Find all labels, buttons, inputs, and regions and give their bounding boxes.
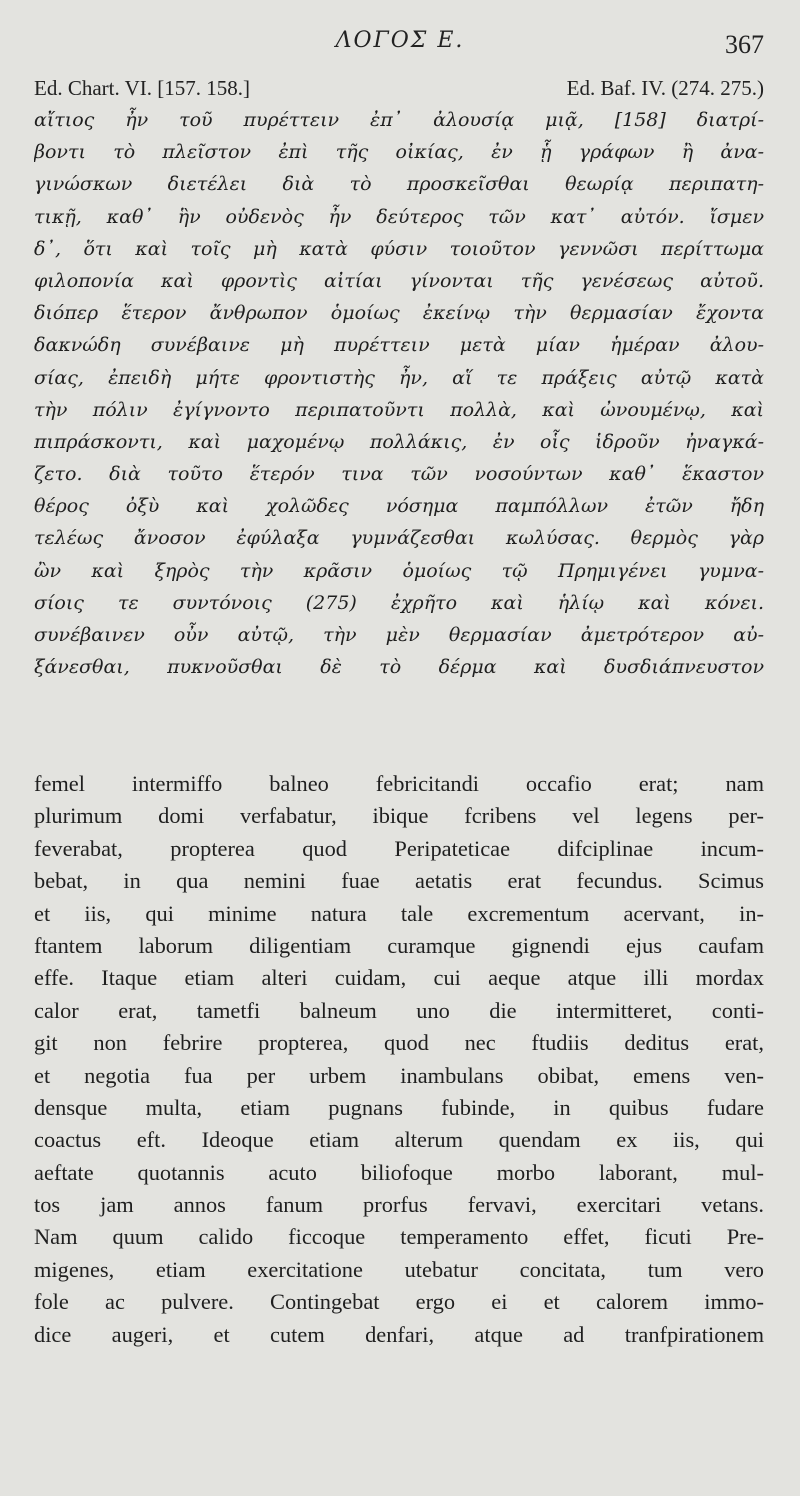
greek-text-line: τὴν πόλιν ἐγίγνοντο περιπατοῦντι πολλὰ, καὶ ὠνουμένῳ, καὶ — [34, 398, 764, 421]
running-title: ΛΟΓΟΣ Ε. — [335, 28, 465, 53]
greek-text-line: φιλοπονία καὶ φροντὶς αἰτίαι γίνονται τῆς γενέσεως αὐτοῦ. — [34, 269, 764, 292]
latin-text-line: et iis, qui minime natura tale excrementum acervant, in- — [34, 900, 764, 926]
latin-text-line: migenes, etiam exercitatione utebatur concitata, tum vero — [34, 1256, 764, 1282]
greek-text-line: σίοις τε συντόνοις (275) ἐχρῆτο καὶ ἡλίῳ καὶ κόνει. — [34, 591, 764, 614]
edition-reference-basel: Ed. Baf. IV. (274. 275.) — [566, 76, 764, 100]
greek-text-line: σίας, ἐπειδὴ μήτε φροντιστὴς ἦν, αἵ τε πράξεις αὐτῷ κατὰ — [34, 366, 764, 389]
latin-text-line: densque multa, etiam pugnans fubinde, in quibus fudare — [34, 1094, 764, 1120]
greek-text-line: ξάνεσθαι, πυκνοῦσθαι δὲ τὸ δέρμα καὶ δυσδιάπνευστον — [34, 656, 764, 679]
latin-text-line: ftantem laborum diligentiam curamque gignendi ejus caufam — [34, 932, 764, 958]
latin-text-line: coactus eft. Ideoque etiam alterum quendam ex iis, qui — [34, 1127, 764, 1153]
latin-text-line: plurimum domi verfabatur, ibique fcribens vel legens per- — [34, 803, 764, 829]
greek-text-line: δ᾽, ὅτι καὶ τοῖς μὴ κατὰ φύσιν τοιοῦτον γεννῶσι περίττωμα — [34, 237, 764, 260]
page-number: 367 — [725, 30, 764, 59]
edition-reference-chartier: Ed. Chart. VI. [157. 158.] — [34, 76, 250, 100]
latin-text-line: femel intermiffo balneo febricitandi occafio erat; nam — [34, 771, 764, 796]
latin-text-line: bebat, in qua nemini fuae aetatis erat fecundus. Scimus — [34, 868, 764, 894]
latin-text-line: git non febrire propterea, quod nec ftudiis deditus erat, — [34, 1030, 764, 1056]
greek-text-line: συνέβαινεν οὖν αὐτῷ, τὴν μὲν θερμασίαν ἀμετρότερον αὐ- — [34, 624, 764, 646]
latin-text-line: fole ac pulvere. Contingebat ergo ei et calorem immo- — [34, 1289, 764, 1315]
greek-text-line: βοντι τὸ πλεῖστον ἐπὶ τῆς οἰκίας, ἐν ᾗ γράφων ἢ ἀνα- — [34, 141, 764, 164]
latin-text-line: feverabat, propterea quod Peripateticae difciplinae incum- — [34, 835, 764, 861]
latin-text-line: dice augeri, et cutem denfari, atque ad tranfpirationem — [34, 1321, 764, 1347]
edition-references — [34, 76, 764, 102]
greek-text-line: δακνώδη συνέβαινε μὴ πυρέττειν μετὰ μίαν ἡμέραν ἀλου- — [34, 334, 764, 357]
greek-text-line: γινώσκων διετέλει διὰ τὸ προσκεῖσθαι θεωρίᾳ περιπατη- — [34, 173, 764, 196]
latin-text-line: aeftate quotannis acuto biliofoque morbo laborant, mul- — [34, 1159, 764, 1185]
greek-text-line: ζετο. διὰ τοῦτο ἕτερόν τινα τῶν νοσούντων καθ᾽ ἕκαστον — [34, 463, 764, 486]
greek-text-line: θέρος ὀξὺ καὶ χολῶδες νόσημα παμπόλλων ἐτῶν ἤδη — [34, 495, 764, 518]
greek-text-line: τελέως ἄνοσον ἐφύλαξα γυμνάζεσθαι κωλύσας. θερμὸς γὰρ — [34, 527, 764, 550]
latin-text-line: Nam quum calido ficcoque temperamento effet, ficuti Pre- — [34, 1224, 764, 1250]
latin-text-line: tos jam annos fanum prorfus fervavi, exercitari vetans. — [34, 1192, 764, 1218]
greek-text-line: διόπερ ἕτερον ἄνθρωπον ὁμοίως ἐκείνῳ τὴν θερμασίαν ἔχοντα — [34, 302, 764, 325]
greek-text-line: αἴτιος ἦν τοῦ πυρέττειν ἐπ᾽ ἀλουσίᾳ μιᾷ, [158] διατρί- — [34, 109, 764, 131]
latin-text-block — [34, 768, 764, 1351]
greek-text-line: ὢν καὶ ξηρὸς τὴν κρᾶσιν ὁμοίως τῷ Πρημιγένει γυμνα- — [34, 559, 764, 582]
greek-text-block — [34, 104, 764, 683]
latin-text-line: et negotia fua per urbem inambulans obibat, emens ven- — [34, 1062, 764, 1088]
greek-text-line: πιπράσκοντι, καὶ μαχομένῳ πολλάκις, ἐν οἷς ἱδροῦν ἠναγκά- — [34, 430, 764, 453]
latin-text-line: effe. Itaque etiam alteri cuidam, cui aeque atque illi mordax — [34, 965, 764, 991]
latin-text-line: calor erat, tametfi balneum uno die intermitteret, conti- — [34, 997, 764, 1023]
greek-text-line: τικῇ, καθ᾽ ἣν οὐδενὸς ἦν δεύτερος τῶν κατ᾽ αὐτόν. ἴσμεν — [34, 205, 764, 228]
